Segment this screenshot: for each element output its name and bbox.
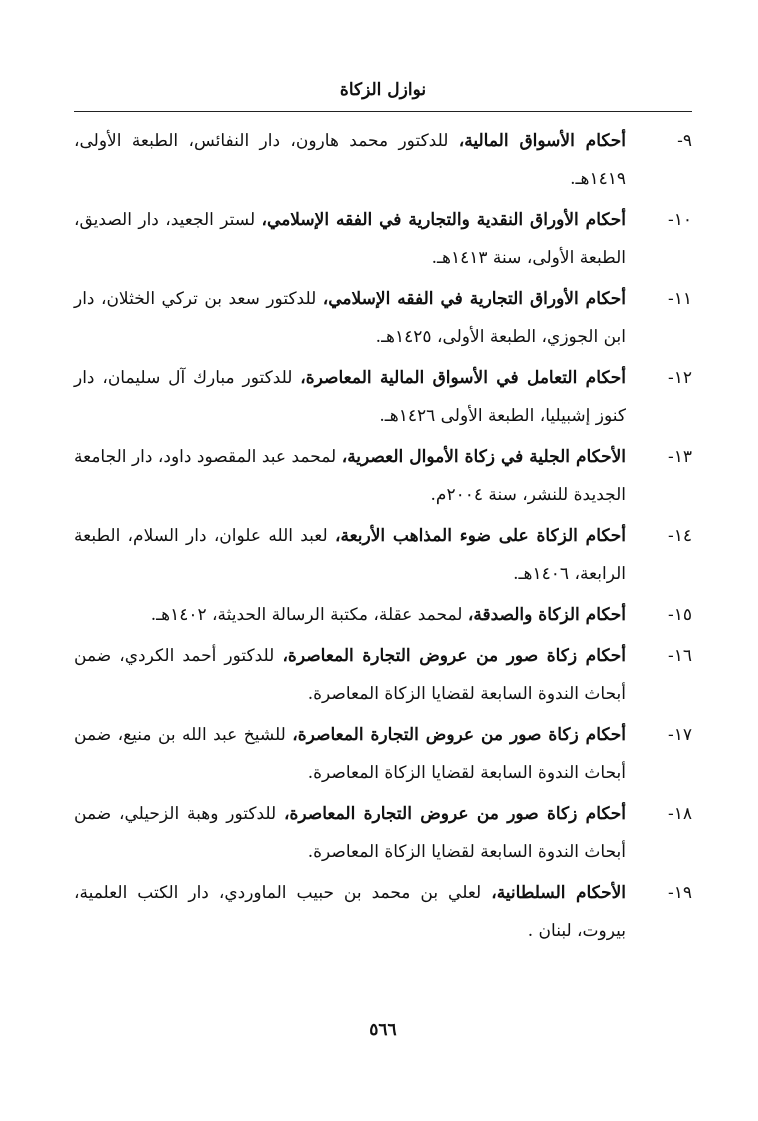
bibliography-entry [74, 596, 692, 634]
bibliography-entry [74, 795, 692, 871]
entry-details: للدكتور محمد هارون، دار النفائس، الطبعة الأولى، ١٤١٩هـ. [74, 131, 626, 189]
entry-details: للدكتور وهبة الزحيلي، ضمن أبحاث الندوة السابعة لقضايا الزكاة المعاصرة. [74, 804, 626, 862]
entry-number: ١٨- [667, 804, 692, 824]
entry-title: أحكام الزكاة على ضوء المذاهب الأربعة، [334, 526, 627, 546]
entry-number: ١٦- [667, 646, 692, 666]
entry-details: للدكتور سعد بن تركي الخثلان، دار ابن الجوزي، الطبعة الأولى، ١٤٢٥هـ. [74, 289, 626, 347]
entry-title: أحكام زكاة صور من عروض التجارة المعاصرة، [292, 725, 627, 745]
entry-title: أحكام الزكاة والصدقة، [467, 605, 626, 625]
bibliography-entry [74, 438, 692, 514]
bibliography-entry [74, 122, 692, 198]
bibliography-entry [74, 637, 692, 713]
entry-title: أحكام الأسواق المالية، [458, 131, 627, 151]
entry-number: ١٣- [667, 447, 692, 467]
bibliography-entry [74, 716, 692, 792]
entry-title: أحكام زكاة صور من عروض التجارة المعاصرة، [282, 646, 627, 666]
entry-details: لعبد الله علوان، دار السلام، الطبعة الرابعة، ١٤٠٦هـ. [74, 526, 626, 584]
bibliography-entry [74, 874, 692, 950]
entry-details: لمحمد عبد المقصود داود، دار الجامعة الجديدة للنشر، سنة ٢٠٠٤م. [74, 447, 626, 505]
entry-number: ١٥- [667, 605, 692, 625]
bibliography-entry [74, 359, 692, 435]
entry-number: ١٢- [667, 368, 692, 388]
page-number: ٥٦٦ [369, 1020, 397, 1040]
bibliography-list [74, 122, 692, 953]
running-header: نوازل الزكاة [339, 80, 427, 100]
entry-details: لعلي بن محمد بن حبيب الماوردي، دار الكتب العلمية، بيروت، لبنان . [74, 883, 626, 941]
entry-title: أحكام التعامل في الأسواق المالية المعاصرة، [300, 368, 627, 388]
entry-title: أحكام الأوراق التجارية في الفقه الإسلامي، [322, 289, 627, 309]
entry-details: للشيخ عبد الله بن منيع، ضمن أبحاث الندوة السابعة لقضايا الزكاة المعاصرة. [74, 725, 626, 783]
bibliography-entry [74, 280, 692, 356]
entry-title: أحكام الأوراق النقدية والتجارية في الفقه الإسلامي، [261, 210, 626, 230]
entry-details: للدكتور مبارك آل سليمان، دار كنوز إشبيليا، الطبعة الأولى ١٤٢٦هـ. [74, 368, 626, 426]
entry-title: الأحكام السلطانية، [491, 883, 626, 903]
bibliography-entry [74, 517, 692, 593]
entry-details: لستر الجعيد، دار الصديق، الطبعة الأولى، سنة ١٤١٣هـ. [74, 210, 626, 268]
entry-number: ١٧- [667, 725, 692, 745]
entry-number: ١٩- [667, 883, 692, 903]
entry-number: ١٤- [667, 526, 692, 546]
entry-number: ٩- [677, 131, 692, 151]
entry-title: أحكام زكاة صور من عروض التجارة المعاصرة، [284, 804, 626, 824]
entry-title: الأحكام الجلية في زكاة الأموال العصرية، [341, 447, 626, 467]
entry-details: للدكتور أحمد الكردي، ضمن أبحاث الندوة السابعة لقضايا الزكاة المعاصرة. [74, 646, 626, 704]
bibliography-entry [74, 201, 692, 277]
entry-details: لمحمد عقلة، مكتبة الرسالة الحديثة، ١٤٠٢هـ. [150, 605, 463, 625]
header-rule [74, 111, 692, 112]
entry-number: ١٠- [667, 210, 692, 230]
entry-number: ١١- [667, 289, 692, 309]
